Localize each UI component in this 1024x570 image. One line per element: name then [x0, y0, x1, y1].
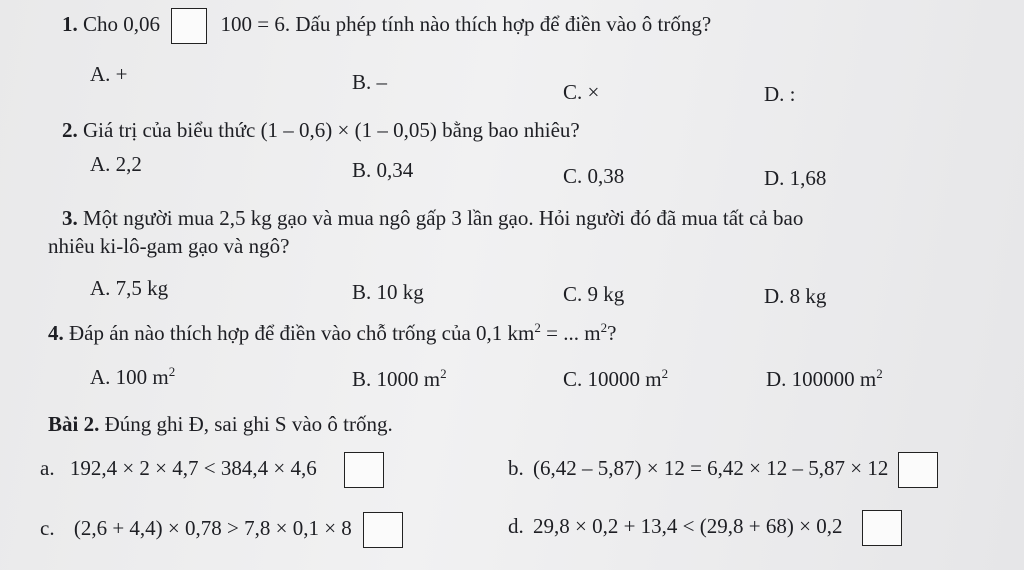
question-2-number: 2.: [62, 118, 78, 142]
question-4-sup-2: 2: [600, 320, 608, 335]
q3-option-b[interactable]: B. 10 kg: [352, 280, 424, 304]
q4-option-b-text: B. 1000 m: [352, 367, 441, 391]
q4-option-a-sup: 2: [168, 364, 176, 379]
q4-option-b-sup: 2: [440, 366, 447, 381]
statement-a-label: a.: [40, 455, 55, 480]
question-4: [48, 320, 616, 346]
statement-d-label: d.: [508, 513, 524, 538]
question-3-line-2: nhiêu ki-lô-gam gạo và ngô?: [48, 234, 290, 258]
q2-option-b[interactable]: B. 0,34: [352, 158, 414, 182]
answer-box-b[interactable]: [898, 452, 938, 488]
question-1-number: 1.: [62, 11, 78, 36]
question-4-text-c: ?: [607, 321, 617, 345]
answer-box-q1[interactable]: [171, 8, 207, 44]
bai-2-heading: [48, 412, 393, 437]
q4-option-a-text: A. 100 m: [90, 365, 169, 389]
statement-a: [40, 452, 384, 488]
q4-option-c-text: C. 10000 m: [563, 367, 662, 391]
q4-option-d-sup: 2: [876, 366, 883, 381]
answer-box-a[interactable]: [344, 452, 384, 488]
question-4-text-a: Đáp án nào thích hợp để điền vào chỗ trống của 0,1 km: [69, 321, 535, 345]
q4-option-d-text: D. 100000 m: [766, 367, 877, 391]
q1-option-c[interactable]: C. ×: [563, 80, 600, 104]
question-3-line-1: [62, 206, 803, 231]
statement-c: [40, 512, 403, 548]
q1-option-a[interactable]: A. +: [90, 62, 128, 86]
bai-2-title: Bài 2.: [48, 412, 100, 436]
q2-option-c[interactable]: C. 0,38: [563, 164, 625, 188]
statement-b: [508, 452, 938, 488]
statement-b-label: b.: [508, 455, 524, 480]
question-4-text-b: = ... m: [540, 321, 601, 345]
bai-2-text: Đúng ghi Đ, sai ghi S vào ô trống.: [104, 412, 393, 436]
question-3-number: 3.: [62, 206, 78, 230]
q3-option-d[interactable]: D. 8 kg: [764, 284, 827, 308]
question-4-number: 4.: [48, 321, 64, 345]
statement-a-expr: 192,4 × 2 × 4,7 < 384,4 × 4,6: [69, 455, 317, 480]
q2-option-a[interactable]: A. 2,2: [90, 152, 142, 176]
q3-option-c[interactable]: C. 9 kg: [563, 282, 625, 306]
answer-box-c[interactable]: [363, 512, 403, 548]
q1-option-b[interactable]: B. –: [352, 70, 388, 94]
question-2: [62, 118, 580, 143]
q4-option-c-sup: 2: [661, 366, 669, 381]
q3-option-a[interactable]: A. 7,5 kg: [90, 276, 169, 300]
statement-d: [508, 510, 902, 546]
q4-option-d[interactable]: [766, 366, 883, 392]
statement-c-expr: (2,6 + 4,4) × 0,78 > 7,8 × 0,1 × 8: [73, 515, 352, 540]
q4-option-a[interactable]: [90, 364, 175, 390]
statement-b-expr: (6,42 – 5,87) × 12 = 6,42 × 12 – 5,87 × 12: [533, 455, 889, 480]
question-2-text: Giá trị của biểu thức (1 – 0,6) × (1 – 0,05) bằng bao nhiêu?: [83, 118, 580, 142]
q4-option-c[interactable]: [563, 366, 668, 392]
q4-option-b[interactable]: [352, 366, 447, 392]
question-1-pre: Cho 0,06: [83, 11, 161, 36]
answer-box-d[interactable]: [862, 510, 902, 546]
question-1: [62, 8, 711, 44]
question-4-sup-1: 2: [534, 320, 541, 335]
question-3-text-1: Một người mua 2,5 kg gạo và mua ngô gấp 3 lần gạo. Hỏi người đó đã mua tất cả bao: [83, 206, 804, 230]
question-1-post: 100 = 6. Dấu phép tính nào thích hợp để điền vào ô trống?: [220, 11, 712, 36]
q1-option-d[interactable]: D. :: [764, 82, 796, 106]
statement-c-label: c.: [40, 515, 55, 540]
q2-option-d[interactable]: D. 1,68: [764, 166, 827, 190]
statement-d-expr: 29,8 × 0,2 + 13,4 < (29,8 + 68) × 0,2: [533, 513, 843, 538]
